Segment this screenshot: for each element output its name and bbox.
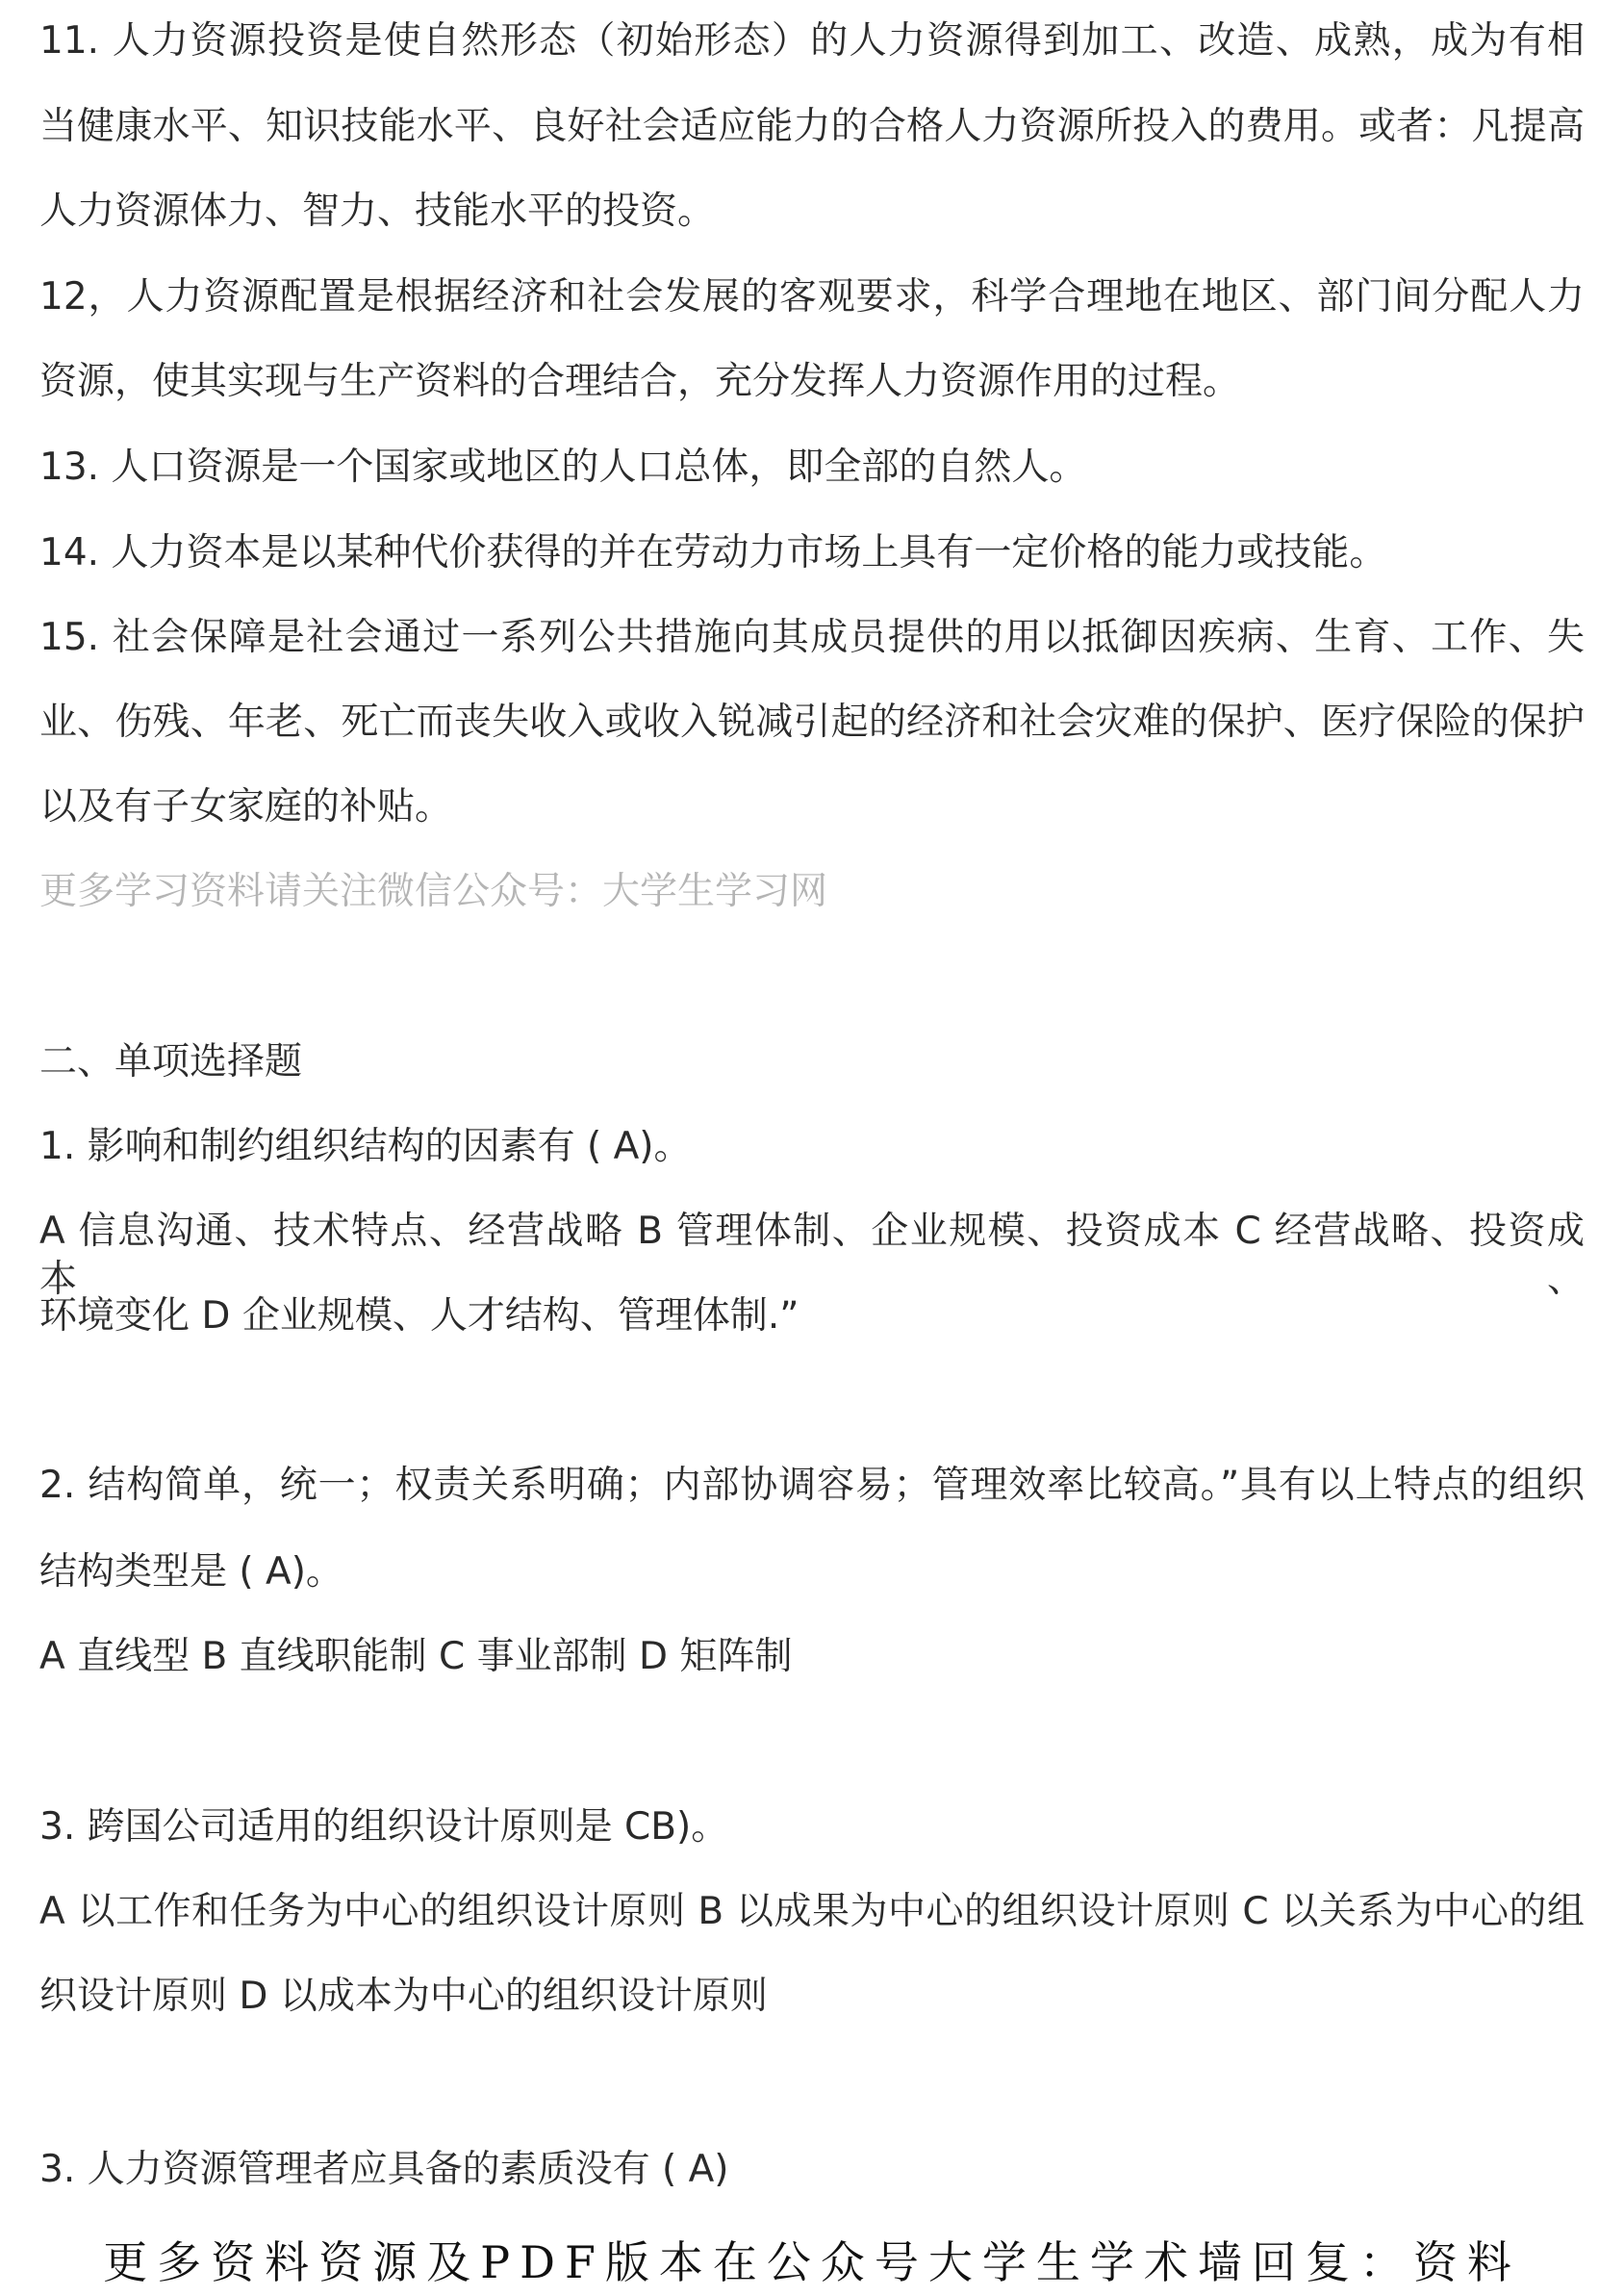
definition-12-line-2: 资源，使其实现与生产资料的合理结合，充分发挥人力资源作用的过程。 — [39, 360, 1241, 403]
definition-11-line-3: 人力资源体力、智力、技能水平的投资。 — [39, 190, 716, 233]
footer-banner: 更多资料资源及PDF版本在公众号大学生学术墙回复：资料 — [103, 2236, 1521, 2288]
question-3-options-line-1: A 以工作和任务为中心的组织设计原则 B 以成果为中心的组织设计原则 C 以关系为中心的组 — [39, 1890, 1585, 1933]
question-1-options-line-1: A 信息沟通、技术特点、经营战略 B 管理体制、企业规模、投资成本 C 经营战略、投资成本、 — [39, 1210, 1585, 1301]
question-2: 2. 结构简单，统一；权责关系明确；内部协调容易；管理效率比较高。”具有以上特点的组织 — [39, 1464, 1585, 1507]
definition-12-line-1: 12，人力资源配置是根据经济和社会发展的客观要求，科学合理地在地区、部门间分配人力 — [39, 275, 1585, 319]
question-1-options-line-2: 环境变化 D 企业规模、人才结构、管理体制.” — [39, 1294, 799, 1338]
definition-14: 14. 人力资本是以某种代价获得的并在劳动力市场上具有一定价格的能力或技能。 — [39, 531, 1387, 574]
section-title: 二、单项选择题 — [39, 1040, 303, 1084]
definition-13: 13. 人口资源是一个国家或地区的人口总体，即全部的自然人。 — [39, 446, 1087, 489]
definition-15-line-2: 业、伤残、年老、死亡而丧失收入或收入锐减引起的经济和社会灾难的保护、医疗保险的保护 — [39, 701, 1585, 744]
definition-15-line-3: 以及有子女家庭的补贴。 — [39, 785, 453, 829]
question-2-options: A 直线型 B 直线职能制 C 事业部制 D 矩阵制 — [39, 1635, 793, 1678]
question-3: 3. 跨国公司适用的组织设计原则是 CB)。 — [39, 1805, 729, 1849]
definition-11-line-2: 当健康水平、知识技能水平、良好社会适应能力的合格人力资源所投入的费用。或者：凡提高 — [39, 105, 1585, 148]
promo-note: 更多学习资料请关注微信公众号：大学生学习网 — [39, 870, 828, 913]
question-2-continued: 结构类型是 ( A)。 — [39, 1550, 343, 1594]
definition-11-line-1: 11. 人力资源投资是使自然形态（初始形态）的人力资源得到加工、改造、成熟，成为有相 — [39, 19, 1585, 63]
question-1: 1. 影响和制约组织结构的因素有 ( A)。 — [39, 1125, 692, 1168]
definition-15-line-1: 15. 社会保障是社会通过一系列公共措施向其成员提供的用以抵御因疾病、生育、工作、失 — [39, 616, 1585, 659]
question-4-cut: 3. 人力资源管理者应具备的素质没有 ( A) — [39, 2148, 729, 2191]
question-3-options-line-2: 织设计原则 D 以成本为中心的组织设计原则 — [39, 1975, 768, 2018]
